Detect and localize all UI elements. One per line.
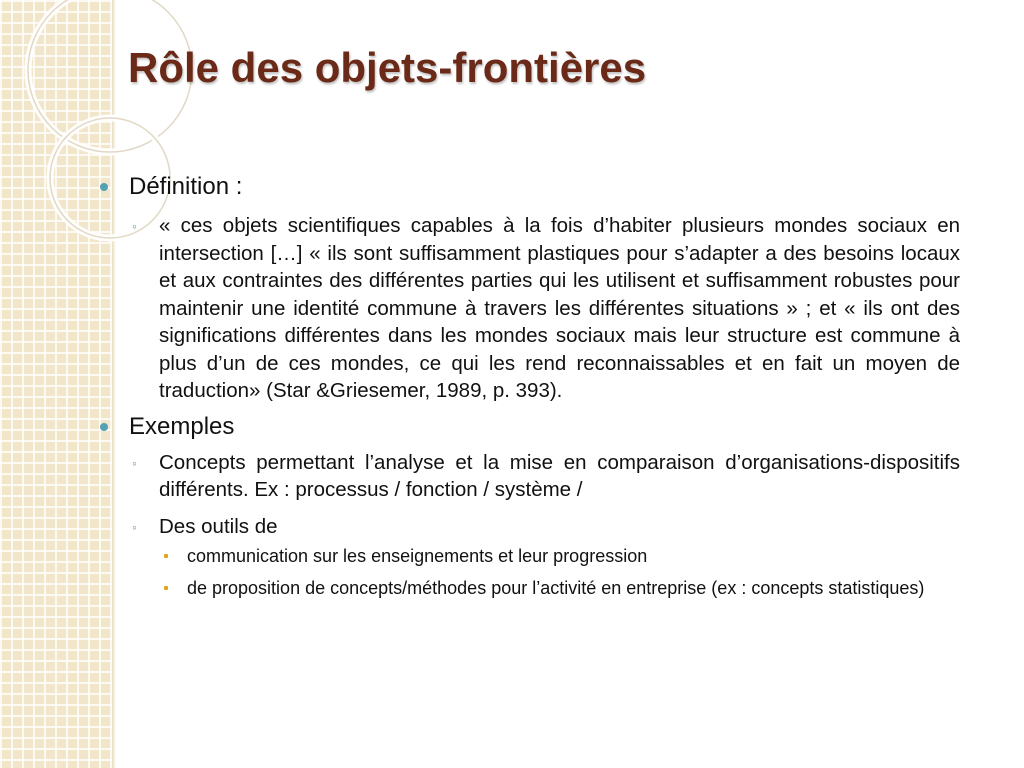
bullet-dot-icon (100, 423, 108, 431)
sub-item-text: de proposition de concepts/méthodes pour l’activité en entreprise (ex : concepts statistiques) (187, 578, 925, 598)
example-item (129, 513, 960, 541)
slide-title: Rôle des objets-frontières (128, 44, 647, 91)
section-definition (100, 172, 960, 202)
section-heading: Exemples (129, 412, 235, 440)
section-heading: Définition : (129, 173, 243, 200)
bullet-dot-icon (100, 183, 108, 191)
slide-content (100, 172, 960, 600)
ring-bullet-icon: ◦ (132, 454, 137, 471)
ring-bullet-icon: ◦ (132, 518, 137, 535)
ring-bullet-icon: ◦ (132, 218, 137, 234)
sub-item (159, 545, 960, 568)
example-text: Des outils de (159, 514, 278, 538)
example-item (129, 449, 960, 504)
section-exemples (100, 412, 960, 442)
square-bullet-icon (164, 586, 168, 590)
definition-text: « ces objets scientifiques capables à la fois d’habiter plusieurs mondes sociaux en intersection […] « ils sont suffisamment plastiques pour s’adapter a des besoins locaux et aux contraintes des différentes parties qui les utilisent et suffisamment robustes pour maintenir une identité commune à travers les différentes situations » ; et « ils ont des significations différentes dans les mondes sociaux mais leur structure est commune à plus d’un de ces mondes, ce qui les rend reconnaissables et en fait un moyen de traduction» (Star &Griesemer, 1989, p. 393). (159, 214, 960, 402)
sub-item (159, 577, 960, 600)
example-text: Concepts permettant l’analyse et la mise en comparaison d’organisations-dispositifs différents. Ex : processus / fonction / système / (159, 450, 960, 501)
square-bullet-icon (164, 554, 168, 558)
definition-quote (129, 212, 960, 405)
sub-item-text: communication sur les enseignements et leur progression (187, 546, 648, 566)
